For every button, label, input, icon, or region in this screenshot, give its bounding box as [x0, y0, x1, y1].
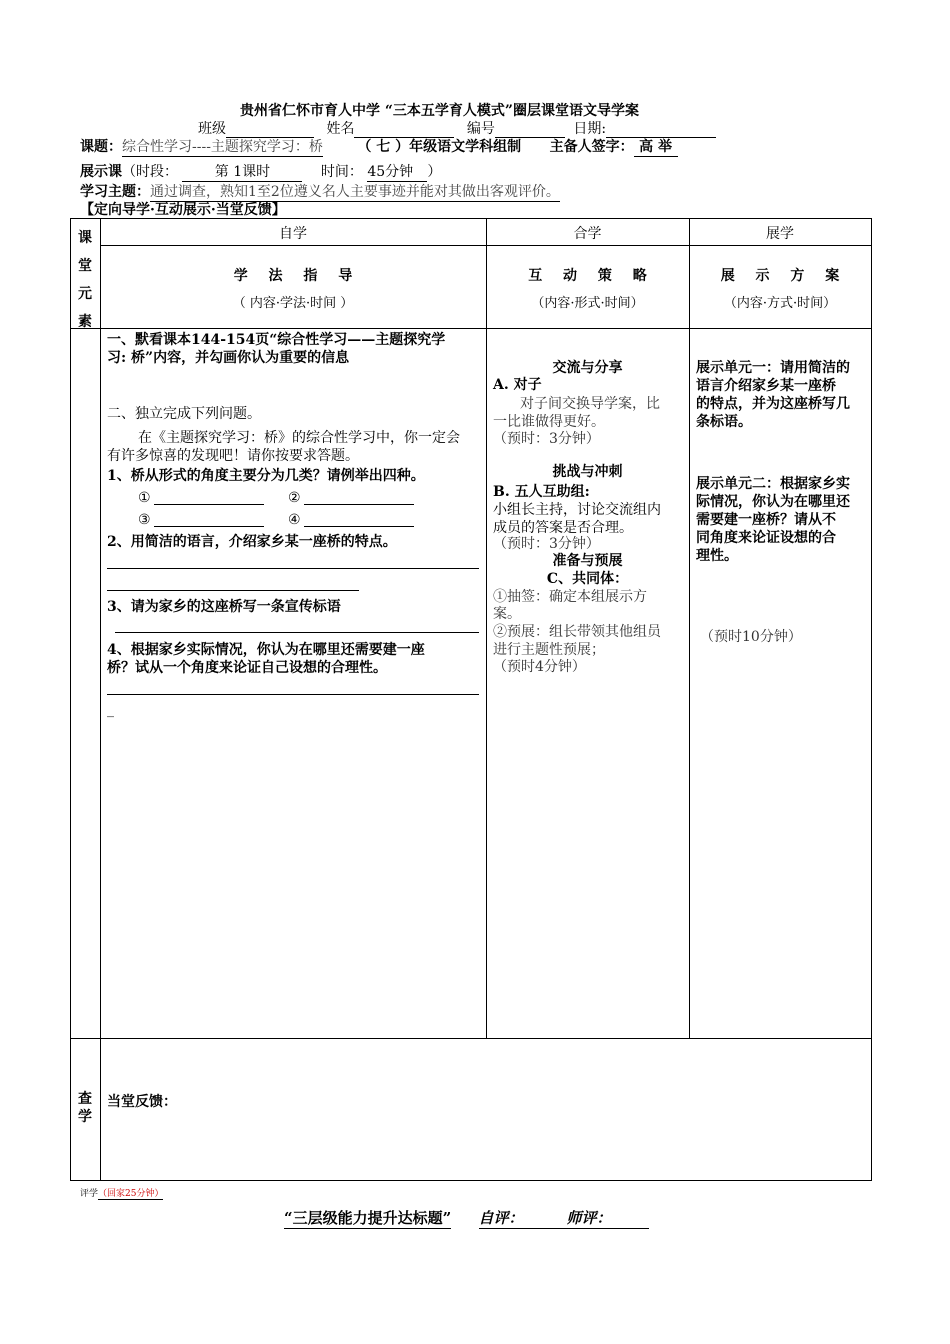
group-heading-3: 准备与预展 [552, 553, 623, 569]
answer-mark-2: ② [288, 490, 301, 506]
group-c-label: C、共同体： [546, 571, 629, 587]
trailing-mark: _ [107, 702, 114, 718]
col-self-title: 自学 [279, 226, 307, 242]
group-a-1: 对子间交换导学案，比 [520, 396, 660, 412]
answer-line-3[interactable] [115, 632, 479, 633]
col-show-sub: 展 示 方 案 [720, 268, 840, 284]
answer-mark-1: ① [138, 490, 151, 506]
number-label: 编号 [466, 121, 495, 137]
question-3: 3、请为家乡的这座桥写一条宣传标语 [107, 599, 341, 615]
item-1b: 习: 桥”内容，并勾画你认为重要的信息 [107, 350, 350, 366]
group-c-1: ①抽签：确定本组展示方 [493, 589, 647, 605]
answer-blank-4[interactable] [304, 526, 414, 527]
showcase-row: 展示课（时段： 第 1课时 时间： 45分钟 ） [80, 161, 441, 182]
name-label: 姓名 [326, 121, 355, 137]
show-unit-1b: 语言介绍家乡某一座桥 [696, 378, 836, 394]
theme-label: 学习主题： [80, 184, 150, 200]
eval-time: （回家25分钟） [98, 1186, 163, 1200]
author-value: 高 举 [634, 136, 678, 157]
show-unit-1c: 的特点，并为这座桥写几 [696, 396, 850, 412]
group-b-time: （预时：3分钟） [493, 536, 600, 552]
col-show-sub2: （内容·方式·时间） [723, 296, 837, 311]
show-unit-1d: 条标语。 [696, 414, 752, 430]
period-value: 第 1课时 [182, 161, 302, 182]
answer-blank-3[interactable] [154, 526, 264, 527]
answer-blank-2[interactable] [304, 504, 414, 505]
item-1: 一、默看课本144-154页“综合性学习——主题探究学 [107, 332, 446, 348]
show-unit-2b: 际情况，你认为在哪里还 [696, 494, 850, 510]
feedback-area[interactable] [101, 1039, 871, 1180]
group-heading-2: 挑战与冲刺 [552, 464, 623, 480]
intro-2: 有许多惊喜的发现吧！请你按要求答题。 [107, 448, 359, 464]
answer-mark-4: ④ [288, 512, 301, 528]
section-label: 【定向导学·互动展示·当堂反馈】 [80, 202, 286, 218]
col-show-title: 展学 [766, 226, 794, 242]
side-label: 课 堂 元 素 [78, 230, 92, 330]
col-group-sub2: （内容·形式·时间） [531, 296, 644, 311]
theme-value: 通过调查，熟知1至2位遵义名人主要事迹并能对其做出客观评价。 [150, 181, 560, 202]
show-unit-2a: 展示单元二：根据家乡实 [696, 476, 850, 492]
show-unit-1a: 展示单元一：请用简洁的 [696, 360, 850, 376]
question-4b: 桥？试从一个角度来论证自己设想的合理性。 [107, 660, 387, 676]
show-unit-2c: 需要建一座桥？请从不 [696, 512, 836, 528]
question-4a: 4、根据家乡实际情况，你认为在哪里还需要建一座 [107, 642, 425, 658]
group-b-label: B. 五人互助组: [493, 484, 590, 500]
grade-label: （ 七 ）年级语文学科组制 [357, 139, 522, 155]
col-self-sub2: （ 内容·学法·时间 ） [232, 296, 354, 311]
group-heading-1: 交流与分享 [552, 360, 623, 376]
feedback-label: 当堂反馈： [107, 1094, 177, 1110]
page-title: 贵州省仁怀市育人中学 “三本五学育人模式”圈层课堂语文导学案 [240, 103, 639, 119]
showcase-label: 展示课 [80, 164, 122, 180]
group-c-time: （预时4分钟） [493, 659, 586, 675]
period-label: （时段： [122, 164, 178, 180]
topic-row [80, 136, 678, 157]
self-eval-label: 自评： [479, 1207, 567, 1229]
question-1: 1、桥从形式的角度主要分为几类？请例举出四种。 [107, 468, 425, 484]
date-label: 日期: [573, 121, 607, 137]
answer-line-4[interactable] [107, 694, 479, 695]
question-2: 2、用简洁的语言，介绍家乡某一座桥的特点。 [107, 534, 397, 550]
footer-row [284, 1207, 649, 1229]
group-a-time: （预时：3分钟） [493, 431, 600, 447]
footer-title: “三层级能力提升达标题” [284, 1209, 452, 1227]
group-c-4: 进行主题性预展； [493, 642, 605, 658]
eval-label: 评学 [80, 1189, 99, 1199]
item-2: 二、独立完成下列问题。 [107, 406, 261, 422]
group-c-3: ②预展：组长带领其他组员 [493, 624, 661, 640]
col-group-title: 合学 [573, 226, 602, 242]
answer-line-2a[interactable] [107, 568, 479, 569]
show-unit-2d: 同角度来论证设想的合 [696, 530, 836, 546]
time-label: 时间： [320, 164, 363, 180]
teacher-eval-label: 师评： [567, 1207, 649, 1229]
topic-label: 课题： [80, 139, 122, 155]
author-label: 主备人签字： [549, 139, 634, 155]
group-c-2: 案。 [493, 606, 521, 622]
time-value: 45分钟 [367, 161, 427, 182]
group-b-1: 小组长主持，讨论交流组内 [493, 502, 661, 518]
group-a-label: A. 对子 [493, 377, 542, 393]
info-row [198, 118, 716, 138]
answer-mark-3: ③ [138, 512, 151, 528]
col-self-sub: 学 法 指 导 [233, 268, 353, 284]
eval-row [80, 1186, 163, 1200]
intro-1: 在《主题探究学习：桥》的综合性学习中，你一定会 [138, 430, 460, 446]
group-b-2: 成员的答案是否合理。 [493, 520, 633, 536]
check-label: 查 学 [78, 1091, 92, 1125]
answer-blank-1[interactable] [154, 504, 264, 505]
group-a-2: 一比谁做得更好。 [493, 414, 605, 430]
class-label: 班级 [198, 121, 226, 137]
topic-value: 综合性学习----主题探究学习：桥 [122, 136, 323, 157]
col-group-sub: 互 动 策 略 [528, 268, 647, 284]
answer-line-2b[interactable] [107, 590, 359, 591]
show-time: （预时10分钟） [700, 629, 802, 645]
show-unit-2e: 理性。 [696, 548, 738, 564]
